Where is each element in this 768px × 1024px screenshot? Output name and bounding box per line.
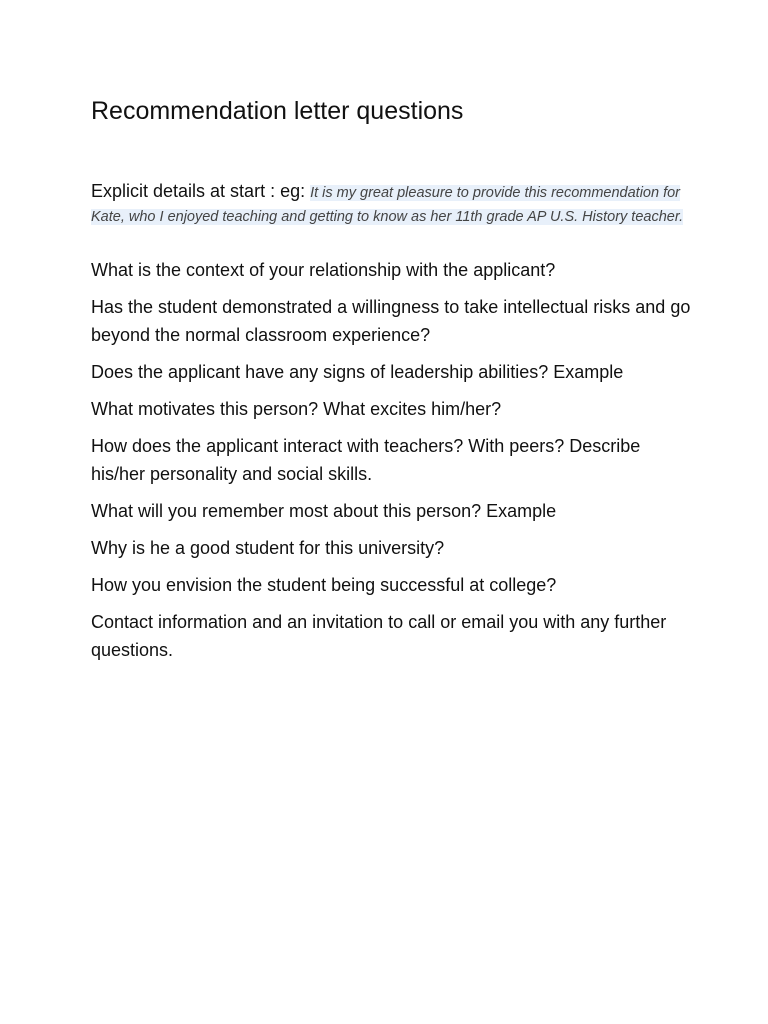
question-item: How you envision the student being successful at college? xyxy=(91,575,557,595)
question-item: Has the student demonstrated a willingness to take intellectual risks and go beyond the normal classroom experience? xyxy=(91,297,691,345)
question-item: What will you remember most about this person? Example xyxy=(91,501,557,521)
question-item: How does the applicant interact with teachers? With peers? Describe his/her personality and social skills. xyxy=(91,436,641,484)
question-item: What motivates this person? What excites him/her? xyxy=(91,399,502,419)
question-list xyxy=(91,256,691,673)
question-item: Why is he a good student for this university? xyxy=(91,538,445,558)
question-item: What is the context of your relationship with the applicant? xyxy=(91,260,556,280)
example-quote-highlight: It is my great pleasure to provide this recommendation for Kate, who I enjoyed teaching and getting to know as her 11th grade AP U.S. History teacher. xyxy=(91,185,684,225)
question-item: Contact information and an invitation to call or email you with any further questions. xyxy=(91,612,667,660)
document-title: Recommendation letter questions xyxy=(91,97,464,125)
intro-lead-text: Explicit details at start : eg: xyxy=(91,181,311,201)
intro-paragraph xyxy=(91,180,691,228)
question-item: Does the applicant have any signs of leadership abilities? Example xyxy=(91,362,624,382)
